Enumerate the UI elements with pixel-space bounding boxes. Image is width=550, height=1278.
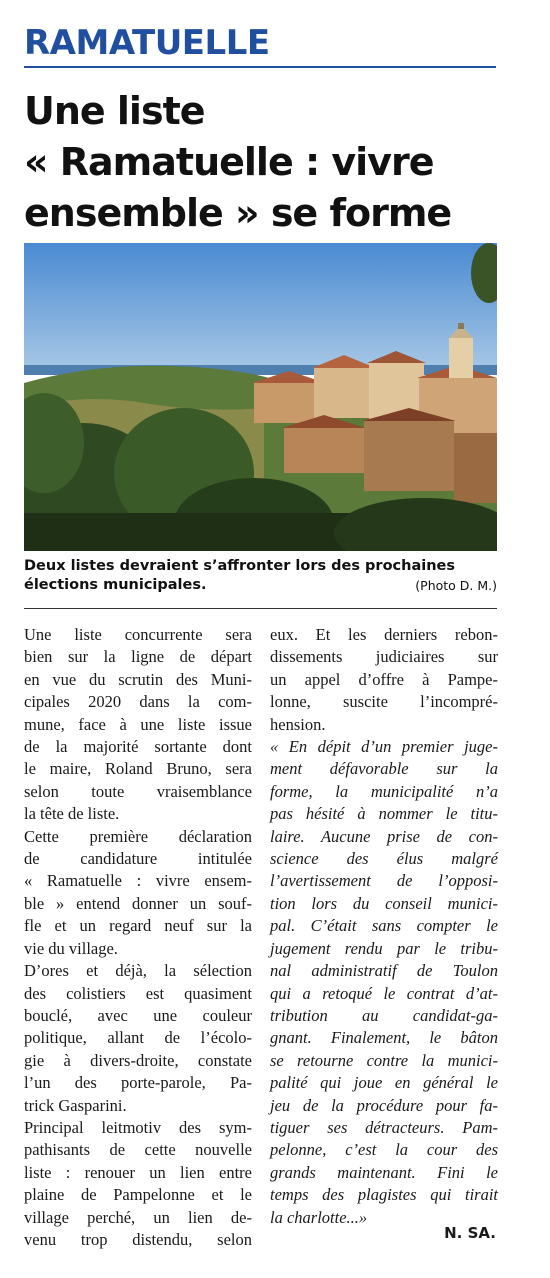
article-text-line: Une liste concurrente sera: [24, 625, 252, 644]
village-photo-illustration: [24, 243, 497, 551]
article-text-line: trick Gasparini.: [24, 1095, 127, 1115]
author-signature: N. SA.: [444, 1224, 496, 1242]
article-text-line: ble » entend donner un souf-: [24, 893, 252, 913]
sky: [24, 243, 497, 373]
article-text-line: plaine de Pampelonne et le: [24, 1185, 252, 1205]
article-text-line: jeu de la procédure pour fa-: [270, 1095, 498, 1115]
article-text-line: Principal leitmotiv des sym-: [24, 1117, 252, 1137]
article-text-line: palité qui joue en général le: [270, 1073, 498, 1093]
article-text-line: l’un des porte-parole, Pa-: [24, 1073, 252, 1093]
article-text-line: tion lors du conseil munici-: [270, 893, 498, 913]
article-text-line: « En dépit d’un premier juge-: [270, 737, 498, 757]
headline-line: Une liste: [24, 89, 205, 133]
article-text-line: bien sur la ligne de départ: [24, 647, 252, 667]
article-text-line: de la majorité sortante dont: [24, 737, 252, 757]
article-text-line: bouclé, avec une couleur: [24, 1005, 252, 1025]
article-text-line: forme, la municipalité n’a: [270, 781, 498, 801]
article-text-line: dissements judiciaires sur: [270, 647, 498, 667]
section-rubric: RAMATUELLE: [24, 20, 496, 68]
article-text-line: temps des plagistes qui tirait: [270, 1185, 498, 1205]
article-text-line: pelonne, c’est la cour des: [270, 1140, 498, 1160]
article-text-line: vie du village.: [24, 938, 118, 958]
article-text-line: grands maintenant. Fini le: [270, 1162, 498, 1182]
article-text-line: gnant. Finalement, le bâton: [270, 1028, 498, 1048]
article-text-line: gie à divers-droite, constate: [24, 1050, 252, 1070]
caption-line: Deux listes devraient s’affronter lors des prochaines: [24, 558, 455, 574]
article-text-line: pathisants de cette nouvelle: [24, 1140, 252, 1160]
article-text-line: des colistiers est quasiment: [24, 983, 252, 1003]
article-text-line: Cette première déclaration: [24, 826, 252, 846]
article-text-line: tiguer ses détracteurs. Pam-: [270, 1117, 498, 1137]
article-text-line: lonne, suscite l’incompré-: [270, 692, 498, 712]
article-text-line: politique, allant de l’écolo-: [24, 1028, 252, 1048]
article-text-line: jugement rendu par le tribu-: [270, 938, 498, 958]
article-text-line: nal administratif de Toulon: [270, 961, 498, 981]
article-text-line: D’ores et déjà, la sélection: [24, 961, 252, 981]
article-text-line: se retourne contre la munici-: [270, 1050, 498, 1070]
article-text-line: ment défavorable sur la: [270, 759, 498, 779]
article-text-line: science des élus malgré: [270, 849, 498, 869]
caption-divider: [24, 608, 497, 609]
article-text-line: la charlotte...»: [270, 1207, 368, 1227]
village-photo: [24, 243, 497, 551]
article-text-line: tribution au candidat-ga-: [270, 1005, 498, 1025]
article-text-line: hension.: [270, 714, 326, 734]
caption-line: élections municipales.: [24, 577, 207, 593]
article-column-left: [24, 624, 252, 1251]
headline-line: ensemble » se forme: [24, 191, 452, 235]
article-text-line: en vue du scrutin des Muni-: [24, 669, 252, 689]
article-text-line: « Ramatuelle : vivre ensem-: [24, 871, 252, 891]
photo-caption: [24, 557, 497, 595]
photo-credit: (Photo D. M.): [415, 578, 497, 593]
article-text-line: un appel d’offre à Pampe-: [270, 669, 498, 689]
article-headline: [24, 86, 524, 239]
article-text-line: l’avertissement de l’opposi-: [270, 871, 498, 891]
article-text-line: mune, face à une liste issue: [24, 714, 252, 734]
article-text-line: laire. Aucune prise de con-: [270, 826, 498, 846]
article-text-line: selon toute vraisemblance: [24, 781, 252, 801]
article-text-line: venu trop distendu, selon: [24, 1229, 252, 1249]
article-text-line: qui a retoqué le contrat d’at-: [270, 983, 498, 1003]
headline-line: « Ramatuelle : vivre: [24, 140, 434, 184]
article-text-line: de candidature intitulée: [24, 849, 252, 869]
article-text-line: le maire, Roland Bruno, sera: [24, 759, 252, 779]
article-text-line: pas hésité à nommer le titu-: [270, 804, 498, 824]
article-text-line: pal. C’était sans compter le: [270, 916, 498, 936]
article-column-right: [270, 624, 498, 1229]
article-text-line: eux. Et les derniers rebon-: [270, 625, 498, 644]
article-text-line: liste : renouer un lien entre: [24, 1162, 252, 1182]
article-text-line: cipales 2020 dans la com-: [24, 692, 252, 712]
article-text-line: village perché, un lien de-: [24, 1207, 252, 1227]
article-text-line: la tête de liste.: [24, 804, 120, 824]
article-text-line: fle et un regard neuf sur la: [24, 916, 252, 936]
